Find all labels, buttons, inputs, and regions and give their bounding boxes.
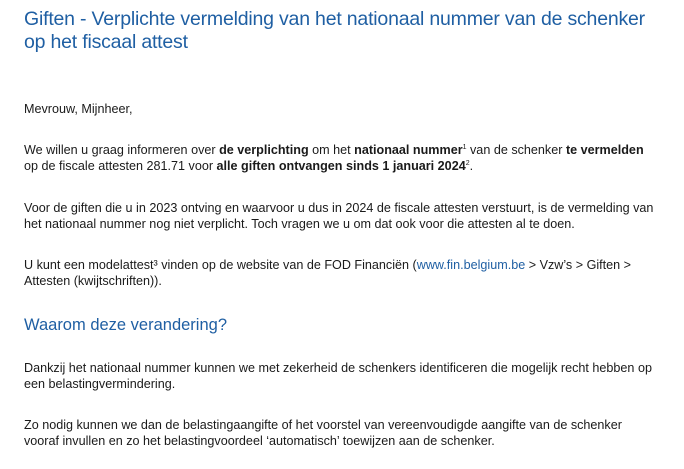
p1-text-5: . — [469, 159, 474, 173]
p3-text-1: U kunt een modelattest³ vinden op de website van de FOD Financiën ( — [24, 258, 417, 272]
p1-text-1: We willen u graag informeren over — [24, 143, 220, 157]
paragraph-2023-gifts: Voor de giften die u in 2023 ontving en waarvoor u dus in 2024 de fiscale attesten verstuurt, is de vermelding van het nationaal nummer nog niet verplicht. Toch vragen we u om dat ook voor die attesten al te doen. — [24, 201, 654, 231]
page-title: Giften - Verplichte vermelding van het nationaal nummer van de schenker op het fiscaal attest — [24, 8, 645, 53]
p3-text-2: > Vzw’s > Giften > Attesten (kwijtschriften)). — [24, 258, 632, 288]
p1-bold-mention: te vermelden — [565, 143, 644, 157]
footnote-ref-1[interactable]: 1 — [462, 143, 467, 151]
p1-bold-national-number: nationaal nummer — [354, 143, 463, 157]
paragraph-model-certificate — [24, 257, 654, 289]
paragraph-obligation — [24, 142, 654, 174]
p1-text-3: van de schenker — [466, 143, 566, 157]
footnote-ref-2[interactable]: 2 — [465, 159, 470, 167]
p1-text-4: op de fiscale attesten 281.71 voor — [24, 159, 217, 173]
p1-bold-obligation: de verplichting — [219, 143, 309, 157]
paragraph-why-identify: Dankzij het nationaal nummer kunnen we met zekerheid de schenkers identificeren die mogelijk recht hebben op een belastingvermindering. — [24, 361, 652, 391]
section-heading: Waarom deze verandering? — [24, 316, 227, 334]
p1-text-2: om het — [308, 143, 355, 157]
p1-bold-all-gifts: alle giften ontvangen sinds 1 januari 2024 — [216, 159, 466, 173]
greeting: Mevrouw, Mijnheer, — [24, 102, 133, 116]
paragraph-prefill: Zo nodig kunnen we dan de belastingaangifte of het voorstel van vereenvoudigde aangifte van de schenker vooraf invullen en zo het belastingvoordeel ‘automatisch’ toewijzen aan de schenker. — [24, 418, 622, 448]
fin-belgium-link[interactable]: www.fin.belgium.be — [416, 258, 526, 272]
